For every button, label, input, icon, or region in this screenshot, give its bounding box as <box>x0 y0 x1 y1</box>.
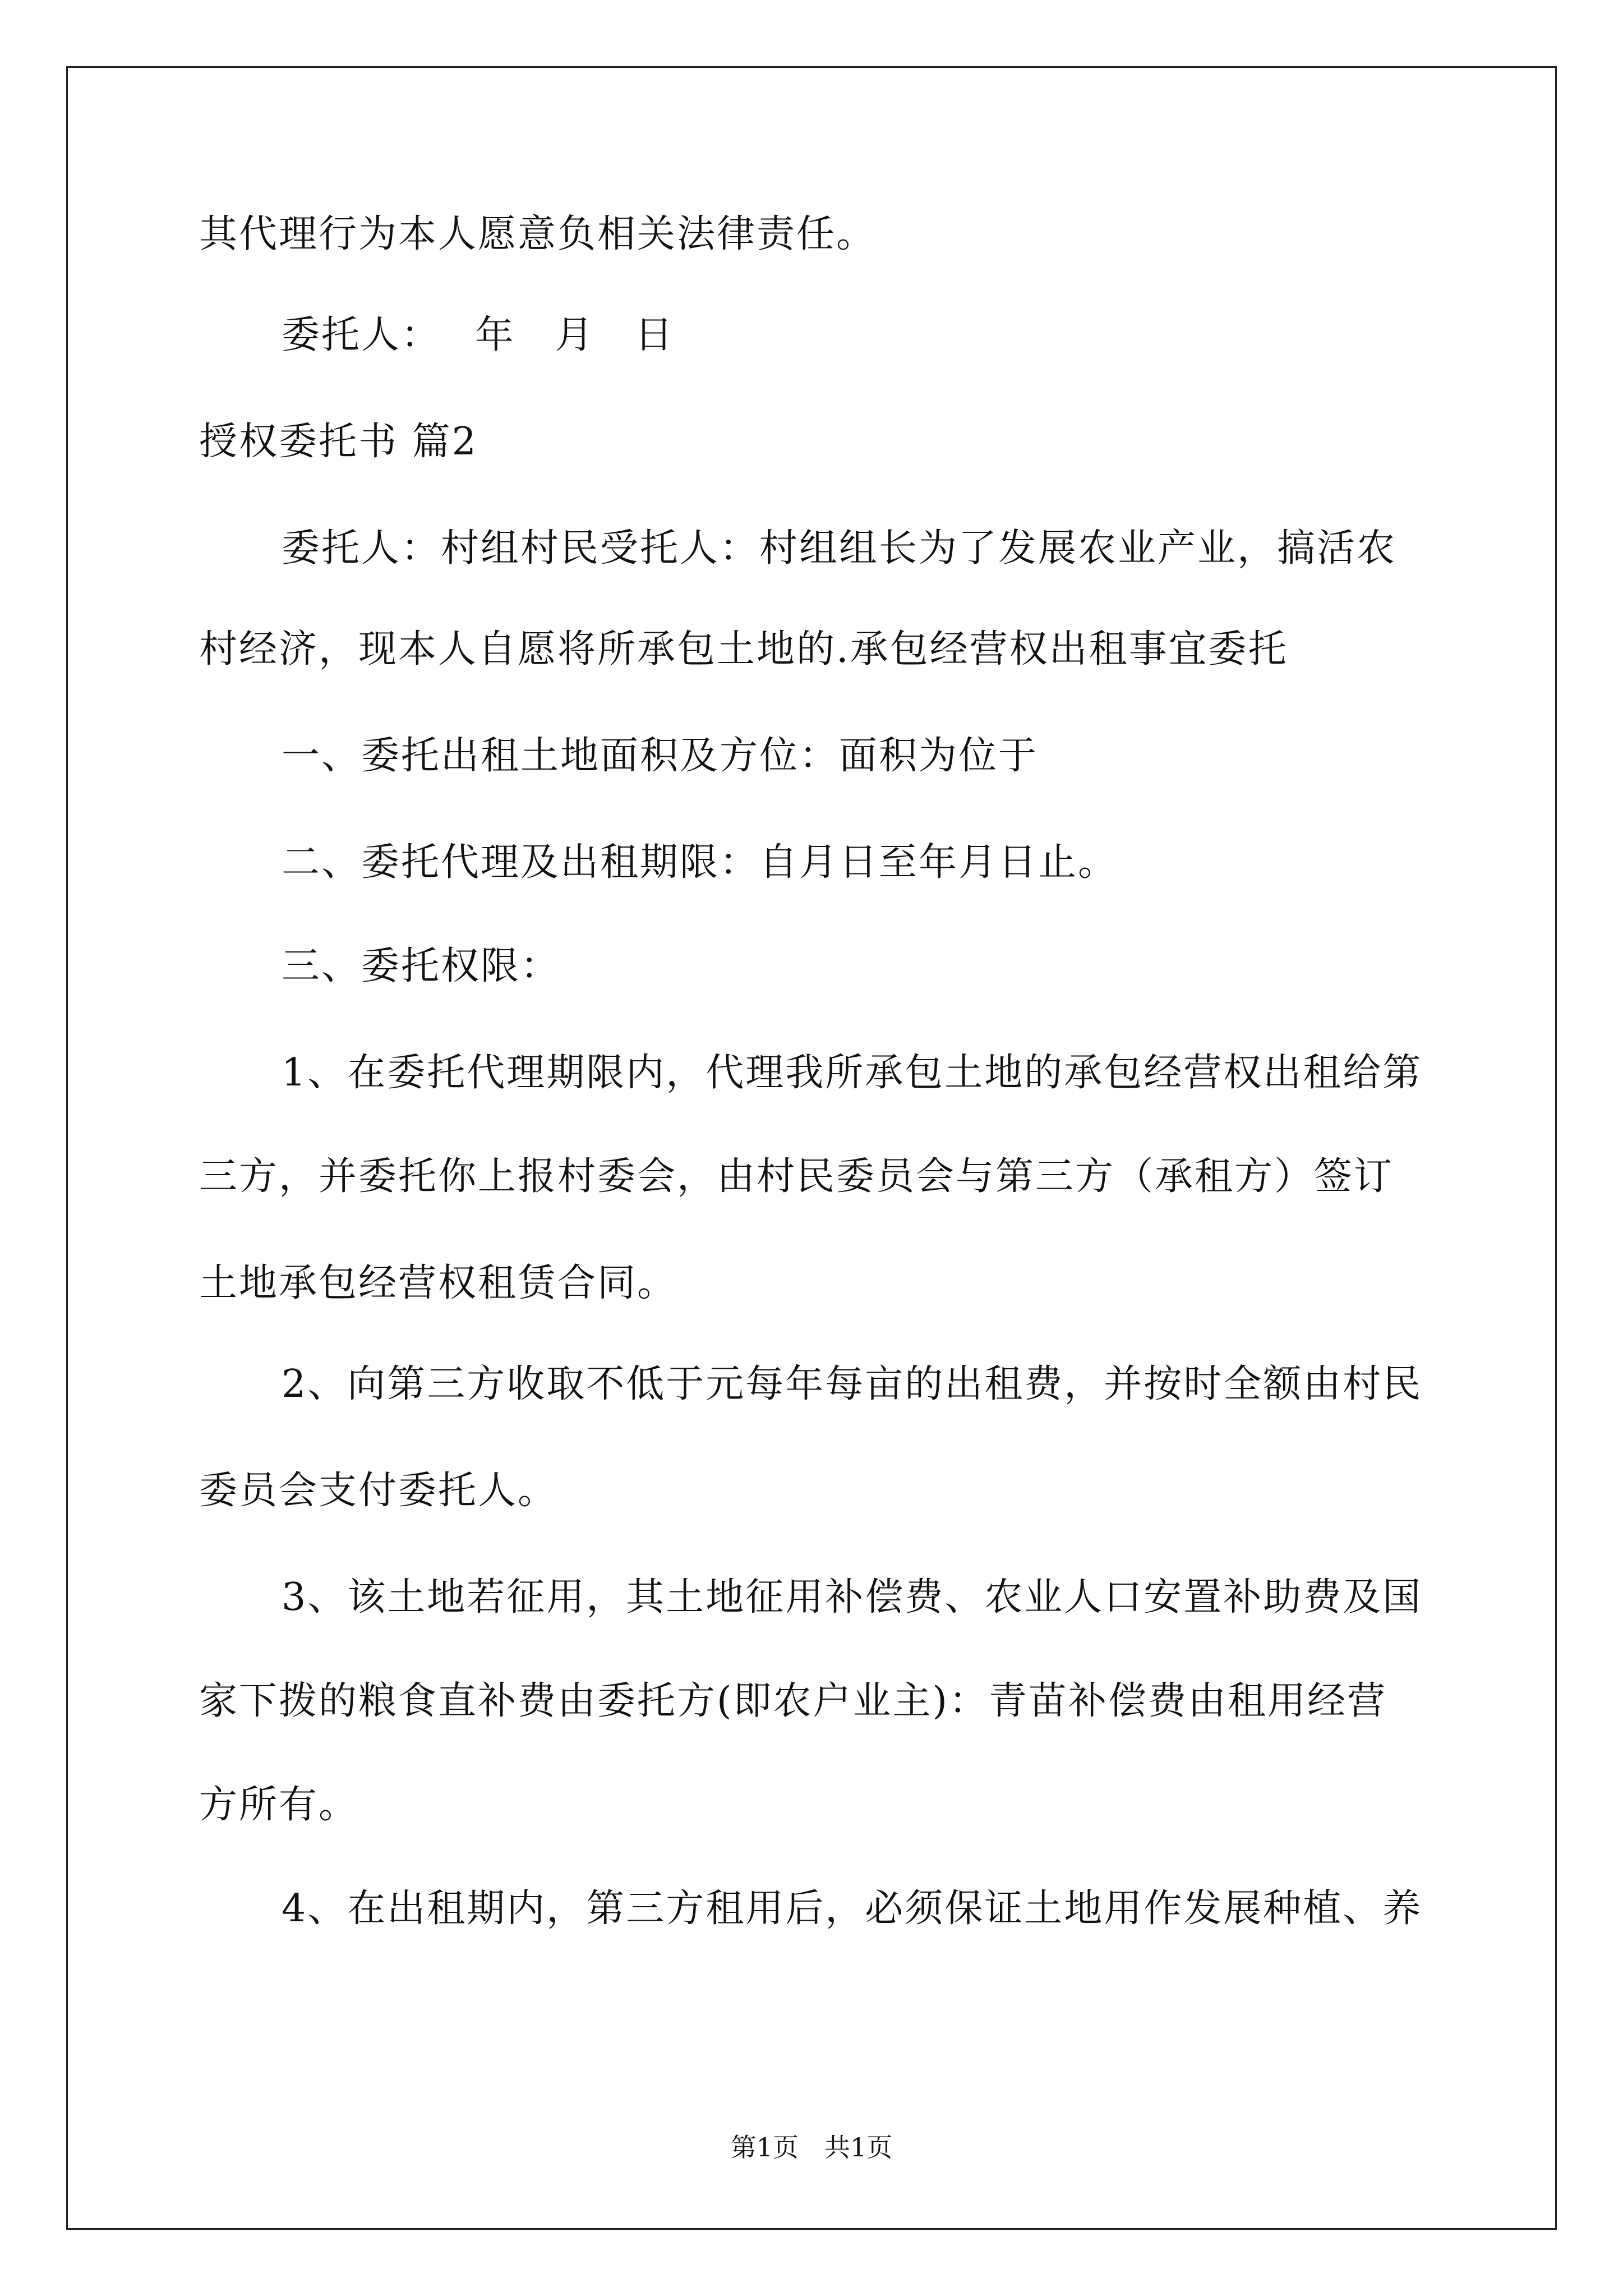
page-footer: 第1页 共1页 <box>730 2132 893 2162</box>
body-line: 二、委托代理及出租期限：自月日至年月日止。 <box>282 840 1118 885</box>
body-line: 委托人：村组村民受托人：村组组长为了发展农业产业，搞活农 <box>282 526 1397 570</box>
body-line: 土地承包经营权租赁合同。 <box>199 1261 677 1305</box>
body-line: 一、委托出租土地面积及方位：面积为位于 <box>282 734 1039 778</box>
body-line: 家下拨的粮食直补费由委托方(即农户业主)：青苗补偿费由租用经营 <box>199 1679 1387 1723</box>
body-line: 委员会支付委托人。 <box>199 1469 558 1513</box>
body-line: 其代理行为本人愿意负相关法律责任。 <box>199 212 877 256</box>
body-line: 2、向第三方收取不低于元每年每亩的出租费，并按时全额由村民 <box>282 1362 1423 1406</box>
section-heading: 授权委托书 篇2 <box>199 420 478 464</box>
body-line: 村经济，现本人自愿将所承包土地的.承包经营权出租事宜委托 <box>199 627 1288 671</box>
body-line: 1、在委托代理期限内，代理我所承包土地的承包经营权出租给第 <box>282 1051 1423 1095</box>
body-line: 三、委托权限： <box>282 944 561 988</box>
body-line: 4、在出租期内，第三方租用后，必须保证土地用作发展种植、养 <box>282 1887 1423 1931</box>
body-line: 三方，并委托你上报村委会，由村民委员会与第三方（承租方）签订 <box>199 1154 1394 1199</box>
body-line: 方所有。 <box>199 1783 359 1827</box>
body-line: 3、该土地若征用，其土地征用补偿费、农业人口安置补助费及国 <box>282 1575 1423 1619</box>
signature-line: 委托人： 年 月 日 <box>282 313 675 357</box>
